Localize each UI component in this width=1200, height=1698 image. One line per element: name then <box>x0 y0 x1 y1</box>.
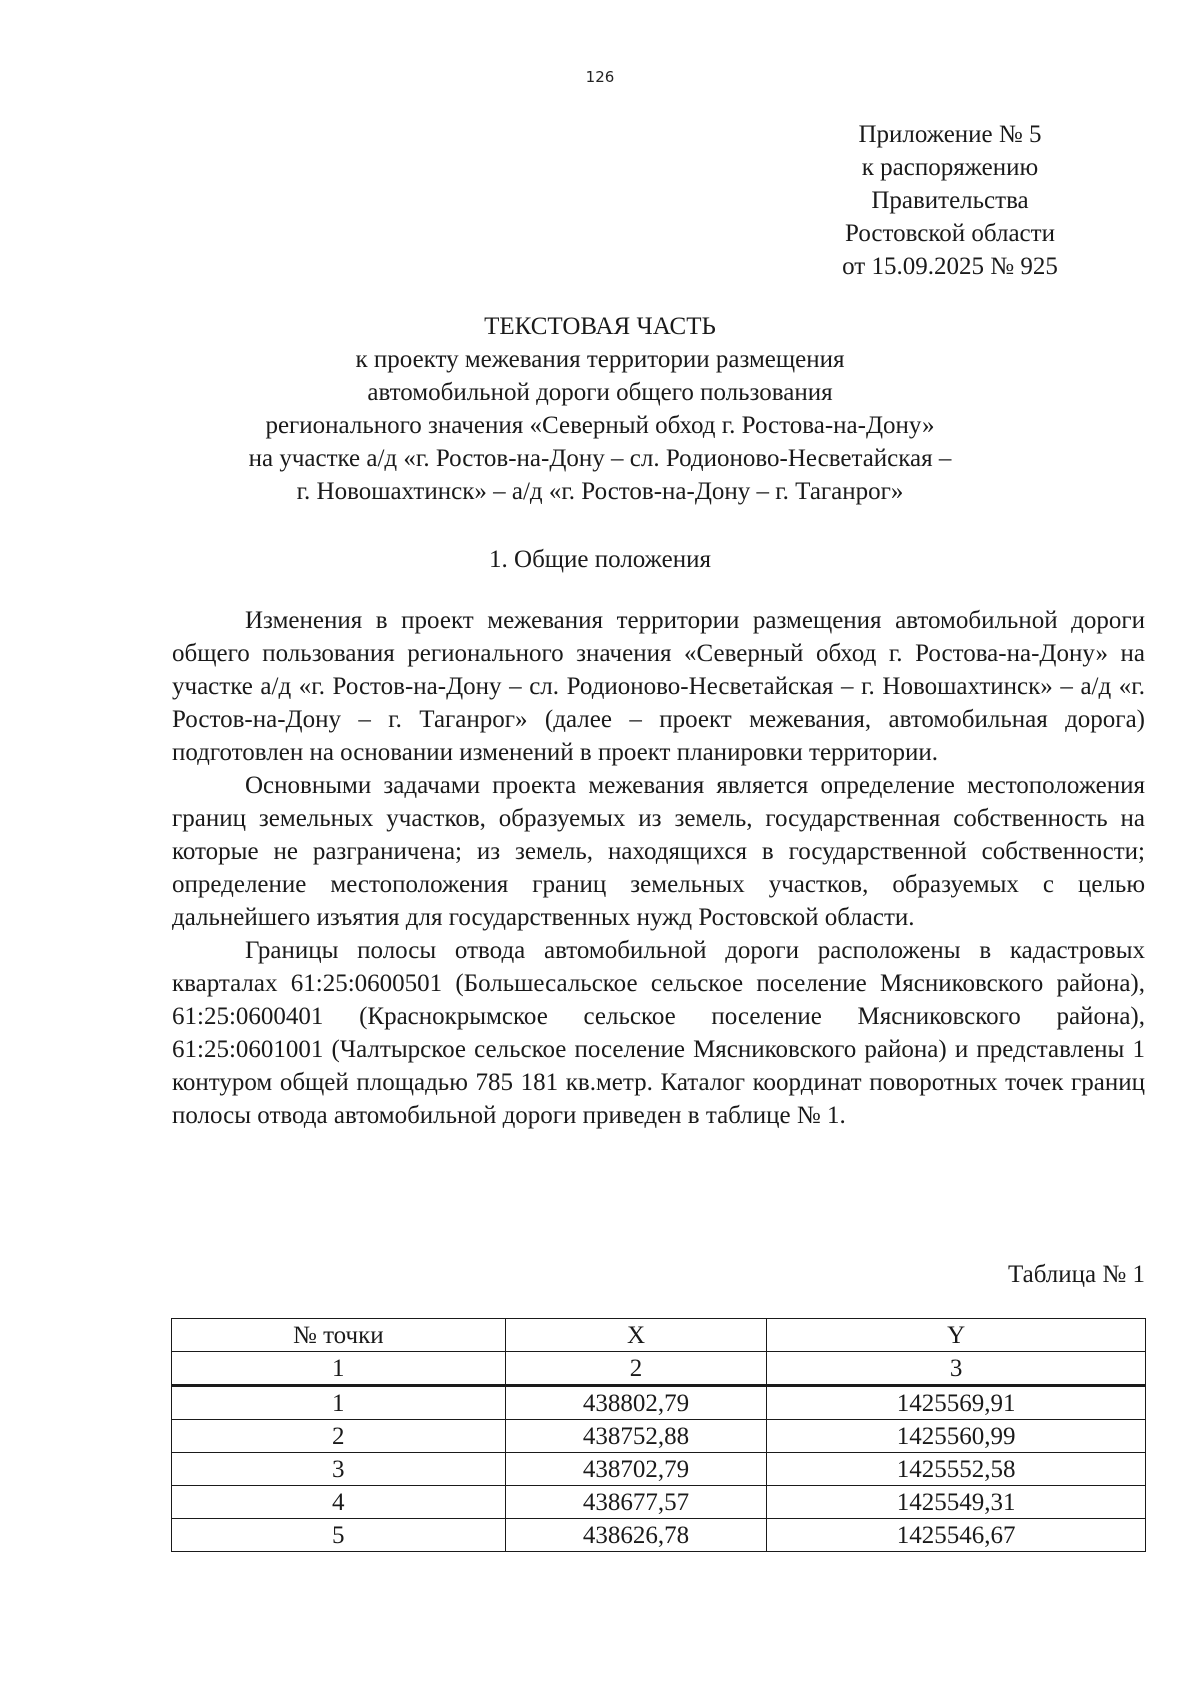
cell-x: 438802,79 <box>505 1386 767 1420</box>
header-point-number: № точки <box>172 1319 506 1352</box>
document-title <box>150 310 1050 508</box>
title-heading: ТЕКСТОВАЯ ЧАСТЬ <box>484 313 716 340</box>
cell-y: 1425569,91 <box>767 1386 1146 1420</box>
table-row <box>172 1519 1146 1552</box>
table-column-numbers-row <box>172 1352 1146 1386</box>
paragraph: Границы полосы отвода автомобильной дороги расположены в кадастровых кварталах 61:25:0600501 (Большесальское сельское поселение Мясниковского района), 61:25:0600401 (Краснокрымское сельское поселение Мясниковского района), 61:25:0601001 (Чалтырское сельское поселение Мясниковского района) и представлены 1 контуром общей площадью 785 181 кв.метр. Каталог координат поворотных точек границ полосы отвода автомобильной дороги приведен в таблице № 1. <box>172 937 1145 1129</box>
table-row <box>172 1486 1146 1519</box>
appendix-line: от 15.09.2025 № 925 <box>842 253 1058 280</box>
appendix-line: Ростовской области <box>845 220 1055 247</box>
column-number: 2 <box>505 1352 767 1386</box>
cell-x: 438626,78 <box>505 1519 767 1552</box>
appendix-line: Приложение № 5 <box>858 121 1042 148</box>
cell-point-number: 1 <box>172 1386 506 1420</box>
cell-point-number: 5 <box>172 1519 506 1552</box>
table-row <box>172 1386 1146 1420</box>
title-line: автомобильной дороги общего пользования <box>367 379 833 406</box>
cell-x: 438677,57 <box>505 1486 767 1519</box>
cell-point-number: 3 <box>172 1453 506 1486</box>
cell-y: 1425549,31 <box>767 1486 1146 1519</box>
paragraph: Основными задачами проекта межевания является определение местоположения границ земельных участков, образуемых из земель, государственная собственность на которые не разграничена; из земель, находящихся в государственной собственности; определение местоположения границ земельных участков, образуемых с целью дальнейшего изъятия для государственных нужд Ростовской области. <box>172 772 1145 931</box>
cell-point-number: 2 <box>172 1420 506 1453</box>
paragraph: Изменения в проект межевания территории размещения автомобильной дороги общего пользования регионального значения «Северный обход г. Ростова-на-Дону» на участке а/д «г. Ростов-на-Дону – сл. Родионово-Несветайская – г. Новошахтинск» – а/д «г. Ростов-на-Дону – г. Таганрог» (далее – проект межевания, автомобильная дорога) подготовлен на основании изменений в проект планировки территории. <box>172 607 1145 766</box>
cell-x: 438752,88 <box>505 1420 767 1453</box>
table-row <box>172 1420 1146 1453</box>
title-line: г. Новошахтинск» – а/д «г. Ростов-на-Дону – г. Таганрог» <box>296 478 904 505</box>
table-header-row <box>172 1319 1146 1352</box>
title-line: регионального значения «Северный обход г. Ростова-на-Дону» <box>265 412 935 439</box>
cell-y: 1425552,58 <box>767 1453 1146 1486</box>
appendix-line: к распоряжению <box>861 154 1039 181</box>
column-number: 1 <box>172 1352 506 1386</box>
title-line: к проекту межевания территории размещения <box>355 346 845 373</box>
appendix-reference <box>810 118 1090 283</box>
page-number: 126 <box>585 68 615 86</box>
header-x: X <box>505 1319 767 1352</box>
cell-x: 438702,79 <box>505 1453 767 1486</box>
cell-point-number: 4 <box>172 1486 506 1519</box>
cell-y: 1425560,99 <box>767 1420 1146 1453</box>
body-text <box>172 604 1145 1132</box>
header-y: Y <box>767 1319 1146 1352</box>
table-caption: Таблица № 1 <box>1007 1261 1145 1288</box>
title-line: на участке а/д «г. Ростов-на-Дону – сл. Родионово-Несветайская – <box>248 445 952 472</box>
table-row <box>172 1453 1146 1486</box>
appendix-line: Правительства <box>871 187 1029 214</box>
section-heading: 1. Общие положения <box>489 546 711 573</box>
cell-y: 1425546,67 <box>767 1519 1146 1552</box>
column-number: 3 <box>767 1352 1146 1386</box>
coordinates-table <box>171 1318 1146 1552</box>
